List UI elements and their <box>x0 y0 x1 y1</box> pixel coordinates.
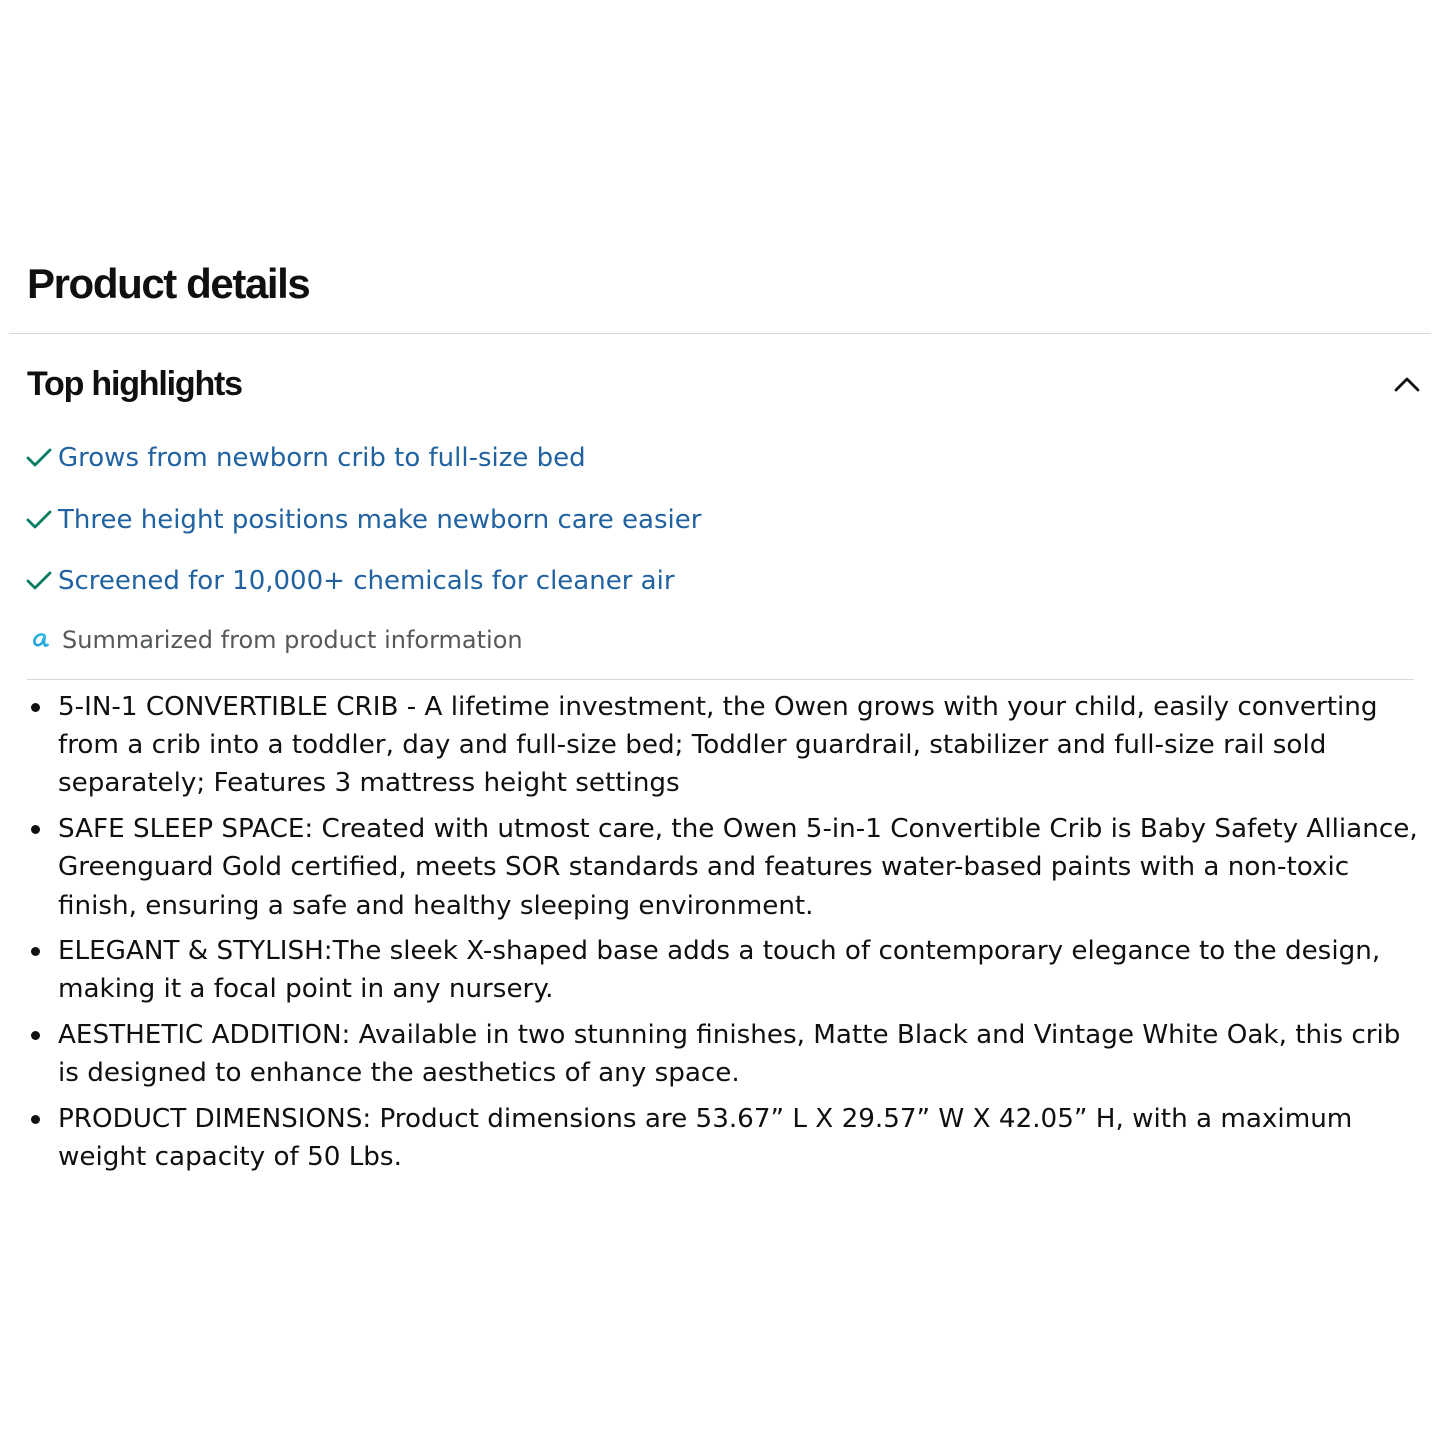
highlight-text: Three height positions make newborn care easier <box>58 504 702 535</box>
ai-summary-icon <box>27 627 53 653</box>
check-icon <box>24 505 54 535</box>
highlight-item[interactable] <box>24 500 1324 540</box>
check-icon <box>24 443 54 473</box>
highlight-item[interactable] <box>24 561 1324 601</box>
chevron-up-icon[interactable] <box>1393 370 1421 398</box>
page-title: Product details <box>27 260 310 307</box>
highlight-text: Screened for 10,000+ chemicals for cleaner air <box>58 566 675 596</box>
section-divider <box>9 333 1431 334</box>
highlight-item[interactable] <box>24 438 1324 478</box>
top-highlights-list <box>24 438 1324 623</box>
feature-bullet: 5-IN-1 CONVERTIBLE CRIB - A lifetime investment, the Owen grows with your child, easily converting from a crib into a toddler, day and full-size bed; Toddler guardrail, stabilizer and full-size rail sold separately; Features 3 mattress height settings <box>58 688 1418 803</box>
section-divider <box>27 679 1414 680</box>
feature-bullet: SAFE SLEEP SPACE: Created with utmost care, the Owen 5-in-1 Convertible Crib is Baby Safety Alliance, Greenguard Gold certified, meets SOR standards and features water-based paints with a non-toxic finish, ensuring a safe and healthy sleeping environment. <box>58 810 1418 925</box>
feature-bullet: PRODUCT DIMENSIONS: Product dimensions are 53.67” L X 29.57” W X 42.05” H, with a maximum weight capacity of 50 Lbs. <box>58 1100 1418 1176</box>
highlight-text: Grows from newborn crib to full-size bed <box>58 443 586 473</box>
feature-bullet: ELEGANT & STYLISH:The sleek X-shaped base adds a touch of contemporary elegance to the design, making it a focal point in any nursery. <box>58 932 1418 1008</box>
feature-bullet: AESTHETIC ADDITION: Available in two stunning finishes, Matte Black and Vintage White Oak, this crib is designed to enhance the aesthetics of any space. <box>58 1016 1418 1092</box>
ai-summary-note <box>27 622 523 658</box>
top-highlights-title: Top highlights <box>27 364 242 403</box>
check-icon <box>24 566 54 596</box>
ai-summary-text: Summarized from product information <box>62 626 523 654</box>
feature-bullets-list <box>58 688 1418 1184</box>
top-highlights-header[interactable] <box>27 362 1421 406</box>
